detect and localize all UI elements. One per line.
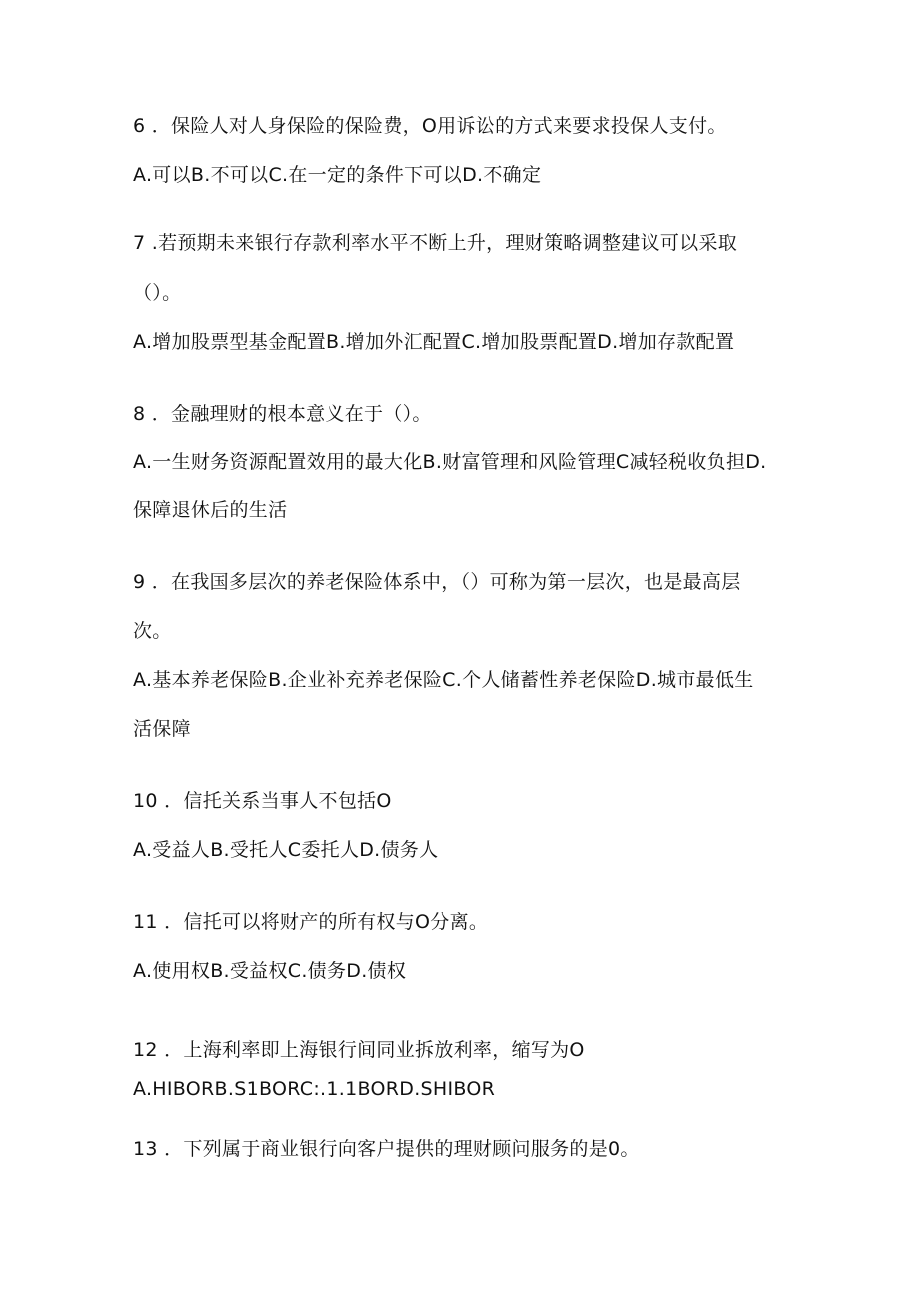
question-8-options-continued: 保障退休后的生活 [133, 499, 288, 521]
question-9-options: A.基本养老保险B.企业补充养老保险C.个人储蓄性养老保险D.城市最低生 [133, 669, 754, 691]
question-10: 10 ．信托关系当事人不包括O [133, 790, 392, 812]
question-12: 12 ．上海利率即上海银行间同业拆放利率，缩写为O [133, 1039, 585, 1061]
question-8-options: A.一生财务资源配置效用的最大化B.财富管理和风险管理C减轻税收负担D. [133, 451, 767, 473]
question-9-continued: 次。 [133, 620, 172, 642]
question-7-options: A.增加股票型基金配置B.增加外汇配置C.增加股票配置D.增加存款配置 [133, 331, 735, 353]
question-7-continued: （）。 [133, 282, 182, 304]
question-11-options: A.使用权B.受益权C.债务D.债权 [133, 960, 407, 982]
question-8: 8 ．金融理财的根本意义在于（）。 [133, 403, 432, 425]
question-13: 13 ．下列属于商业银行向客户提供的理财顾问服务的是0。 [133, 1138, 640, 1160]
question-10-options: A.受益人B.受托人C委托人D.债务人 [133, 839, 439, 861]
question-6: 6 ．保险人对人身保险的保险费，O用诉讼的方式来要求投保人支付。 [133, 115, 727, 137]
question-7: 7 .若预期未来银行存款利率水平不断上升，理财策略调整建议可以采取 [133, 232, 738, 254]
question-11: 11 ．信托可以将财产的所有权与O分离。 [133, 911, 489, 933]
question-9-options-continued: 活保障 [133, 718, 191, 740]
question-6-options: A.可以B.不可以C.在一定的条件下可以D.不确定 [133, 164, 542, 186]
question-9: 9 ．在我国多层次的养老保险体系中，（）可称为第一层次，也是最高层 [133, 571, 741, 593]
question-12-options: A.HIBORB.S1BORC:.1.1BORD.SHIBOR [133, 1078, 496, 1100]
